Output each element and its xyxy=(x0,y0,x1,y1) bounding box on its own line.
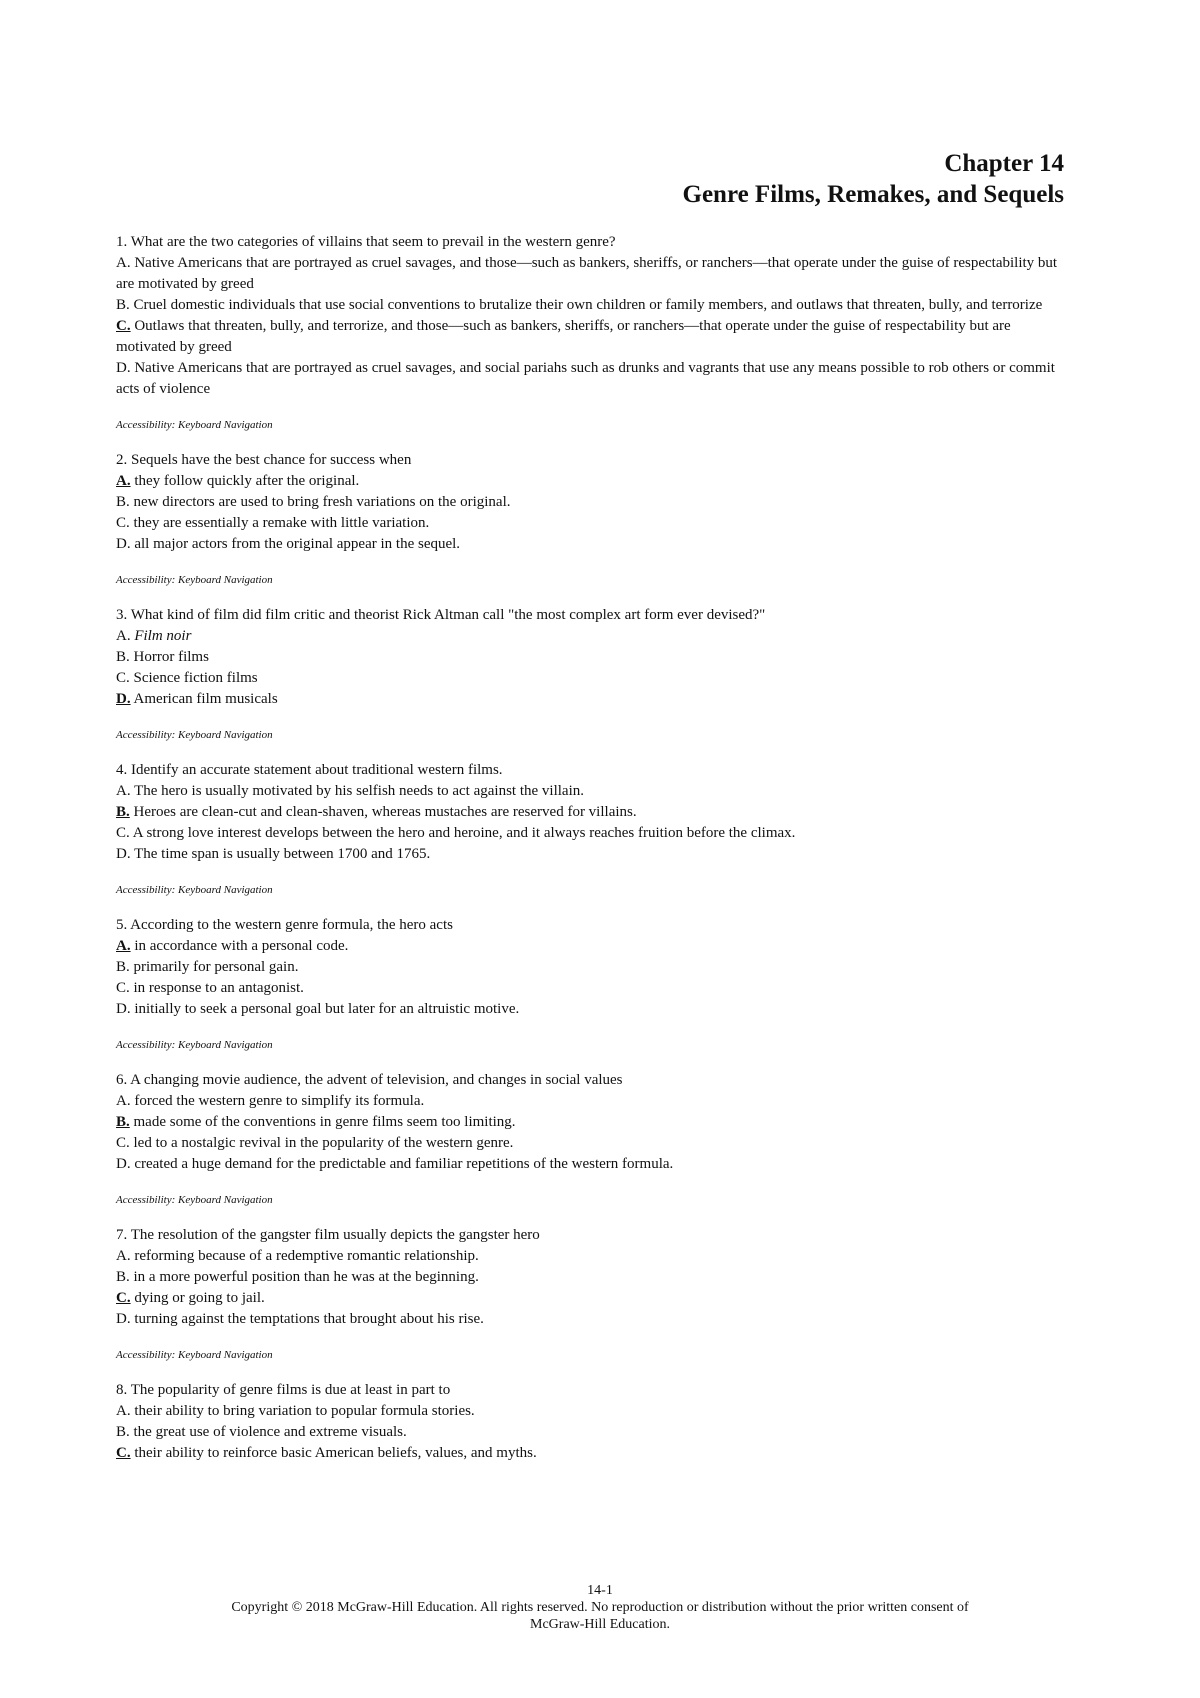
option-letter: D. xyxy=(116,1311,131,1327)
question-2 xyxy=(116,450,1064,587)
option-letter: B. xyxy=(116,649,130,665)
answer-option xyxy=(116,668,1064,689)
option-text: Native Americans that are portrayed as cruel savages, and those—such as bankers, sheriffs, or ranchers—that operate under the guise of respectability but are motivated by greed xyxy=(116,255,1058,292)
answer-option xyxy=(116,1133,1064,1154)
answer-option xyxy=(116,1091,1064,1112)
option-letter: C. xyxy=(116,515,130,531)
option-letter: B. xyxy=(116,804,130,820)
option-letter: A. xyxy=(116,1248,131,1264)
answer-option-correct xyxy=(116,1112,1064,1133)
answer-option xyxy=(116,492,1064,513)
option-text: A strong love interest develops between the hero and heroine, and it always reaches fruition before the climax. xyxy=(132,825,796,841)
option-text: created a huge demand for the predictable and familiar repetitions of the western formula. xyxy=(134,1156,674,1172)
option-text: in a more powerful position than he was at the beginning. xyxy=(133,1269,479,1285)
chapter-title: Genre Films, Remakes, and Sequels xyxy=(682,181,1064,208)
answer-option xyxy=(116,1246,1064,1267)
option-text: Outlaws that threaten, bully, and terrorize, and those—such as bankers, sheriffs, or ranchers—that operate under the guise of respectability but are motivated by greed xyxy=(116,318,1011,355)
option-letter: B. xyxy=(116,959,130,975)
option-text: Heroes are clean-cut and clean-shaven, whereas mustaches are reserved for villains. xyxy=(133,804,637,820)
page-number: 14-1 xyxy=(587,1583,613,1598)
answer-option xyxy=(116,1422,1064,1443)
option-letter: D. xyxy=(116,846,131,862)
option-text: they follow quickly after the original. xyxy=(134,473,360,489)
answer-option xyxy=(116,253,1064,295)
question-8 xyxy=(116,1380,1064,1464)
question-7 xyxy=(116,1225,1064,1362)
option-text: they are essentially a remake with little variation. xyxy=(133,515,430,531)
option-letter: C. xyxy=(116,825,130,841)
answer-option xyxy=(116,781,1064,802)
option-text: in accordance with a personal code. xyxy=(134,938,349,954)
option-text: all major actors from the original appear in the sequel. xyxy=(134,536,461,552)
option-letter: D. xyxy=(116,1156,131,1172)
question-list xyxy=(116,232,1064,1482)
question-stem: 7. The resolution of the gangster film usually depicts the gangster hero xyxy=(116,1227,540,1243)
option-letter: B. xyxy=(116,494,130,510)
answer-option-correct xyxy=(116,936,1064,957)
option-text: turning against the temptations that brought about his rise. xyxy=(134,1311,484,1327)
option-letter: D. xyxy=(116,536,131,552)
option-text: The time span is usually between 1700 and 1765. xyxy=(134,846,431,862)
option-letter: D. xyxy=(116,1001,131,1017)
option-letter: B. xyxy=(116,1424,130,1440)
option-text: made some of the conventions in genre films seem too limiting. xyxy=(133,1114,516,1130)
chapter-number: Chapter 14 xyxy=(944,150,1064,177)
option-letter: B. xyxy=(116,1114,130,1130)
page-header xyxy=(683,148,1065,210)
question-5 xyxy=(116,915,1064,1052)
answer-option xyxy=(116,647,1064,668)
answer-option-correct xyxy=(116,802,1064,823)
option-letter: C. xyxy=(116,1135,130,1151)
answer-option xyxy=(116,513,1064,534)
option-text: Cruel domestic individuals that use social conventions to brutalize their own children or family members, and outlaws that threaten, bully, and terrorize xyxy=(133,297,1043,313)
answer-option-correct xyxy=(116,1443,1064,1464)
option-text: Native Americans that are portrayed as cruel savages, and social pariahs such as drunks and vagrants that use any means possible to rob others or commit acts of violence xyxy=(116,360,1055,397)
question-stem: 6. A changing movie audience, the advent of television, and changes in social values xyxy=(116,1072,623,1088)
option-letter: A. xyxy=(116,1403,131,1419)
option-letter: C. xyxy=(116,670,130,686)
copyright-line: Copyright © 2018 McGraw-Hill Education. All rights reserved. No reproduction or distribution without the prior written consent of xyxy=(231,1600,969,1615)
answer-option xyxy=(116,1401,1064,1422)
answer-option xyxy=(116,844,1064,865)
option-letter: A. xyxy=(116,1093,131,1109)
page-footer xyxy=(160,1582,1040,1633)
option-letter: B. xyxy=(116,297,130,313)
question-stem: 8. The popularity of genre films is due at least in part to xyxy=(116,1382,451,1398)
option-text: reforming because of a redemptive romantic relationship. xyxy=(134,1248,479,1264)
question-stem: 4. Identify an accurate statement about traditional western films. xyxy=(116,762,503,778)
question-stem: 2. Sequels have the best chance for success when xyxy=(116,452,412,468)
option-letter: D. xyxy=(116,691,131,707)
question-6 xyxy=(116,1070,1064,1207)
answer-option xyxy=(116,534,1064,555)
answer-option-correct xyxy=(116,316,1064,358)
option-text: Horror films xyxy=(133,649,209,665)
question-stem: 3. What kind of film did film critic and theorist Rick Altman call "the most complex art form ever devised?" xyxy=(116,607,766,623)
option-letter: C. xyxy=(116,1445,131,1461)
option-letter: B. xyxy=(116,1269,130,1285)
option-letter: A. xyxy=(116,255,131,271)
accessibility-note: Accessibility: Keyboard Navigation xyxy=(116,1349,273,1361)
option-text: new directors are used to bring fresh variations on the original. xyxy=(133,494,511,510)
option-text: forced the western genre to simplify its formula. xyxy=(134,1093,425,1109)
option-text: dying or going to jail. xyxy=(134,1290,265,1306)
option-letter: A. xyxy=(116,628,131,644)
option-text: their ability to bring variation to popular formula stories. xyxy=(134,1403,475,1419)
accessibility-note: Accessibility: Keyboard Navigation xyxy=(116,419,273,431)
option-text: The hero is usually motivated by his selfish needs to act against the villain. xyxy=(134,783,584,799)
answer-option xyxy=(116,1309,1064,1330)
answer-option-correct xyxy=(116,1288,1064,1309)
option-text: the great use of violence and extreme visuals. xyxy=(133,1424,407,1440)
option-letter: D. xyxy=(116,360,131,376)
option-text: American film musicals xyxy=(133,691,278,707)
accessibility-note: Accessibility: Keyboard Navigation xyxy=(116,1194,273,1206)
question-4 xyxy=(116,760,1064,897)
option-text: Film noir xyxy=(134,628,192,644)
answer-option xyxy=(116,358,1064,400)
answer-option xyxy=(116,957,1064,978)
answer-option-correct xyxy=(116,471,1064,492)
question-stem: 5. According to the western genre formula, the hero acts xyxy=(116,917,453,933)
copyright-line: McGraw-Hill Education. xyxy=(530,1617,670,1632)
answer-option xyxy=(116,999,1064,1020)
option-text: their ability to reinforce basic American beliefs, values, and myths. xyxy=(134,1445,537,1461)
answer-option-correct xyxy=(116,689,1064,710)
question-3 xyxy=(116,605,1064,742)
answer-option xyxy=(116,978,1064,999)
answer-option xyxy=(116,823,1064,844)
option-text: Science fiction films xyxy=(133,670,258,686)
accessibility-note: Accessibility: Keyboard Navigation xyxy=(116,574,273,586)
option-text: primarily for personal gain. xyxy=(133,959,299,975)
accessibility-note: Accessibility: Keyboard Navigation xyxy=(116,1039,273,1051)
option-letter: C. xyxy=(116,318,131,334)
answer-option xyxy=(116,295,1064,316)
accessibility-note: Accessibility: Keyboard Navigation xyxy=(116,884,273,896)
option-letter: A. xyxy=(116,783,131,799)
option-text: in response to an antagonist. xyxy=(133,980,304,996)
option-letter: A. xyxy=(116,938,131,954)
question-stem: 1. What are the two categories of villains that seem to prevail in the western genre? xyxy=(116,234,616,250)
option-letter: C. xyxy=(116,980,130,996)
question-1 xyxy=(116,232,1064,432)
option-text: led to a nostalgic revival in the popularity of the western genre. xyxy=(133,1135,514,1151)
answer-option xyxy=(116,626,1064,647)
option-letter: A. xyxy=(116,473,131,489)
option-text: initially to seek a personal goal but later for an altruistic motive. xyxy=(134,1001,520,1017)
answer-option xyxy=(116,1267,1064,1288)
option-letter: C. xyxy=(116,1290,131,1306)
answer-option xyxy=(116,1154,1064,1175)
accessibility-note: Accessibility: Keyboard Navigation xyxy=(116,729,273,741)
